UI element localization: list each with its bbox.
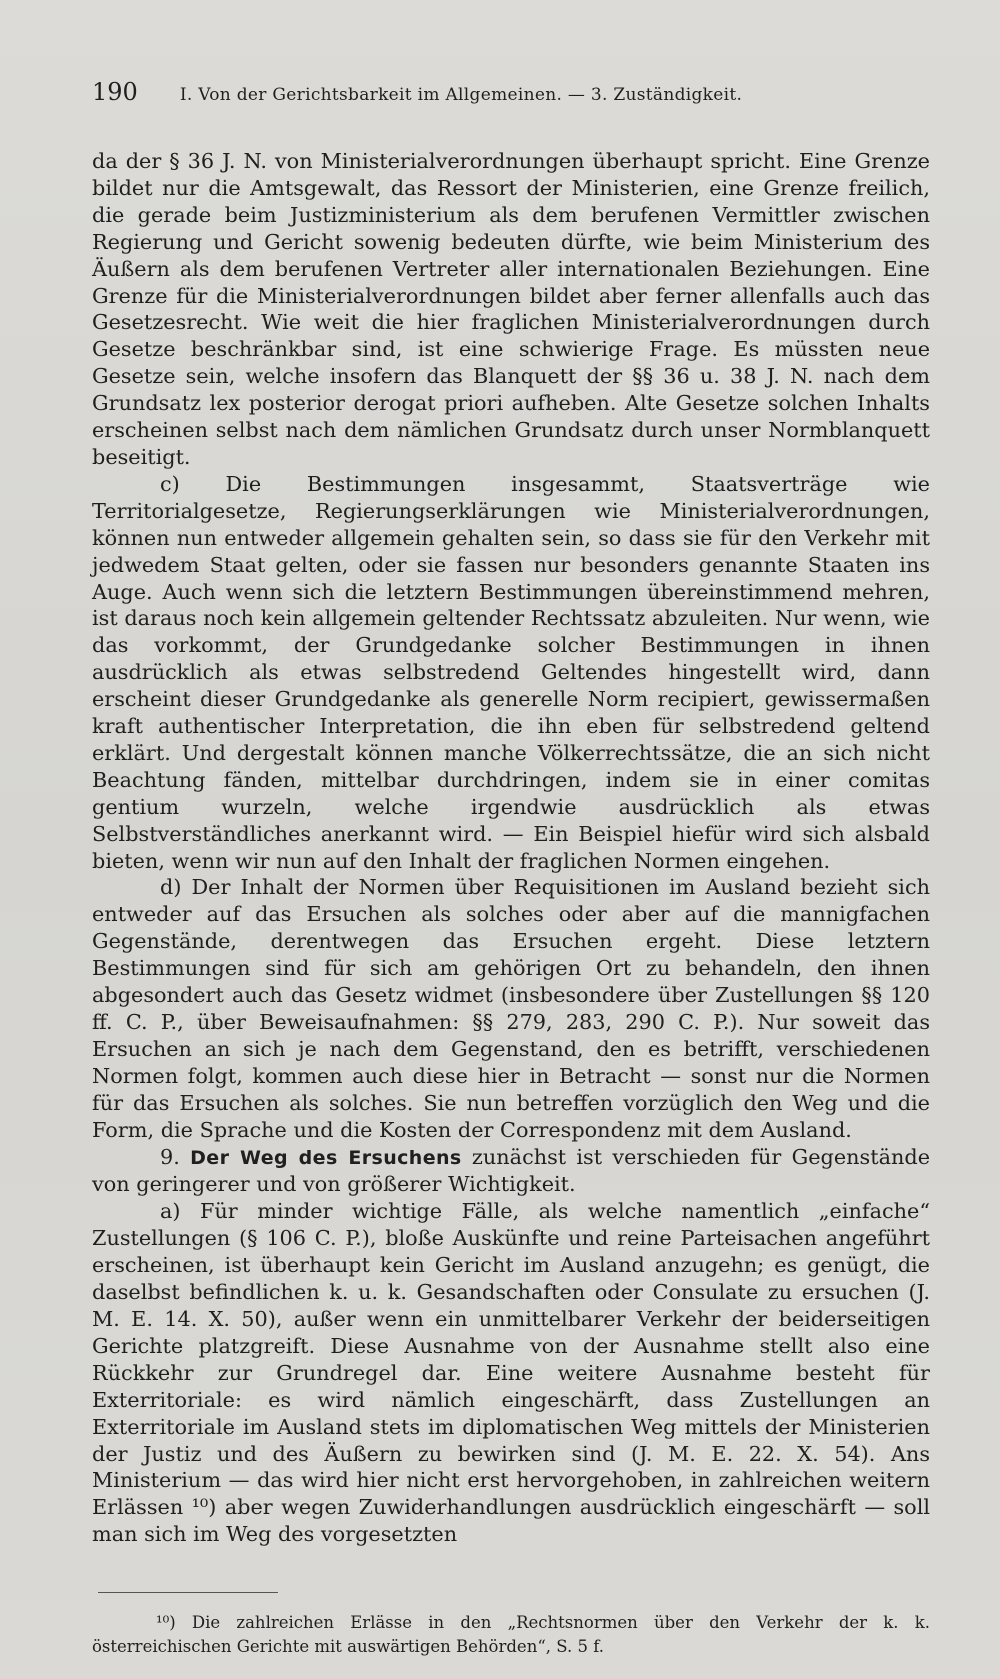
running-head: I. Von der Gerichtsbarkeit im Allgemeinen. — 3. Zuständigkeit. <box>179 85 743 105</box>
section-heading: Der Weg des Ersuchens <box>190 1146 462 1169</box>
page-number: 190 <box>92 78 138 106</box>
section-intro-text: zunächst ist verschieden für Gegenstände von geringerer und von größerer Wichtigkeit. <box>92 1144 930 1197</box>
section-number: 9. <box>160 1144 180 1169</box>
main-text <box>92 148 930 1548</box>
section-9-paragraph <box>92 1144 930 1199</box>
paragraph-a: a) Für minder wichtige Fälle, als welche namentlich „einfache“ Zustellungen (§ 106 C. P.), bloße Auskünfte und reine Parteisachen angeführt erscheinen, ist überhaupt kein Gericht im Ausland anzugehn; es genügt, die daselbst befindlichen k. u. k. Gesandschaften oder Consulate zu ersuchen (J. M. E. 14. X. 50), außer wenn ein unmittelbarer Verkehr der beiderseitigen Gerichte platzgreift. Diese Ausnahme von der Ausnahme stellt also eine Rückkehr zur Grundregel dar. Eine weitere Ausnahme besteht für Exterritoriale: es wird nämlich eingeschärft, dass Zustellungen an Exterritoriale im Ausland stets im diplomatischen Weg mittels der Ministerien der Justiz und des Äußern zu bewirken sind (J. M. E. 22. X. 54). Ans Ministerium — das wird hier nicht erst hervorgehoben, in zahlreichen weitern Erlässen ¹⁰) aber wegen Zuwiderhandlungen ausdrücklich eingeschärft — soll man sich im Weg des vorgesetzten <box>92 1199 930 1547</box>
paragraph-c: c) Die Bestimmungen insgesammt, Staatsverträge wie Territorialgesetze, Regierungserklärungen wie Ministerialverordnungen, können nun entweder allgemein gehalten sein, so dass sie für den Verkehr mit jedwedem Staat gelten, oder sie fassen nur besonders genannte Staaten ins Auge. Auch wenn sich die letztern Bestimmungen übereinstimmend mehren, ist daraus noch kein allgemein geltender Rechtssatz abzuleiten. Nur wenn, wie das vorkommt, der Grundgedanke solcher Bestimmungen in ihnen ausdrücklich als etwas selbstredend Geltendes hingestellt wird, dann erscheint dieser Grundgedanke als generelle Norm recipiert, gewissermaßen kraft authentischer Interpretation, die ihn eben für selbstredend geltend erklärt. Und dergestalt können manche Völkerrechtssätze, die an sich nicht Beachtung fänden, mittelbar durchdringen, indem sie in einer comitas gentium wurzeln, welche irgendwie ausdrücklich als etwas Selbstverständliches anerkannt wird. — Ein Beispiel hiefür wird sich alsbald bieten, wenn wir nun auf den Inhalt der fraglichen Normen eingehen. <box>92 471 930 873</box>
page-header <box>92 78 930 118</box>
footnote: ¹⁰) Die zahlreichen Erlässe in den „Rechtsnormen über den Verkehr der k. k. österreichischen Gerichte mit auswärtigen Behörden“, S. 5 f. <box>92 1613 930 1657</box>
footnote-divider <box>98 1592 278 1593</box>
paragraph-continuation: da der § 36 J. N. von Ministerialverordnungen überhaupt spricht. Eine Grenze bildet nur die Amtsgewalt, das Ressort der Ministerien, eine Grenze freilich, die gerade beim Justizministerium als dem berufenen Vermittler zwischen Regierung und Gericht sowenig bedeuten dürfte, wie beim Ministerium des Äußern als dem berufenen Vertreter aller internationalen Beziehungen. Eine Grenze für die Ministerialverordnungen bildet aber ferner allenfalls auch das Gesetzesrecht. Wie weit die hier fraglichen Ministerialverordnungen durch Gesetze beschränkbar sind, ist eine schwierige Frage. Es müssten neue Gesetze sein, welche insofern das Blanquett der §§ 36 u. 38 J. N. nach dem Grundsatz lex posterior derogat priori aufheben. Alte Gesetze solchen Inhalts erscheinen selbst nach dem nämlichen Grundsatz durch unser Normblanquett beseitigt. <box>92 149 930 469</box>
paragraph-d: d) Der Inhalt der Normen über Requisitionen im Ausland bezieht sich entweder auf das Ersuchen als solches oder aber auf die mannigfachen Gegenstände, derentwegen das Ersuchen ergeht. Diese letztern Bestimmungen sind für sich am gehörigen Ort zu behandeln, den ihnen abgesondert auch das Gesetz widmet (insbesondere über Zustellungen §§ 120 ff. C. P., über Beweisaufnahmen: §§ 279, 283, 290 C. P.). Nur soweit das Ersuchen an sich je nach dem Gegenstand, den es betrifft, verschiedenen Normen folgt, kommen auch diese hier in Betracht — sonst nur die Normen für das Ersuchen als solches. Sie nun betreffen vorzüglich den Weg und die Form, die Sprache und die Kosten der Correspondenz mit dem Ausland. <box>92 875 930 1142</box>
